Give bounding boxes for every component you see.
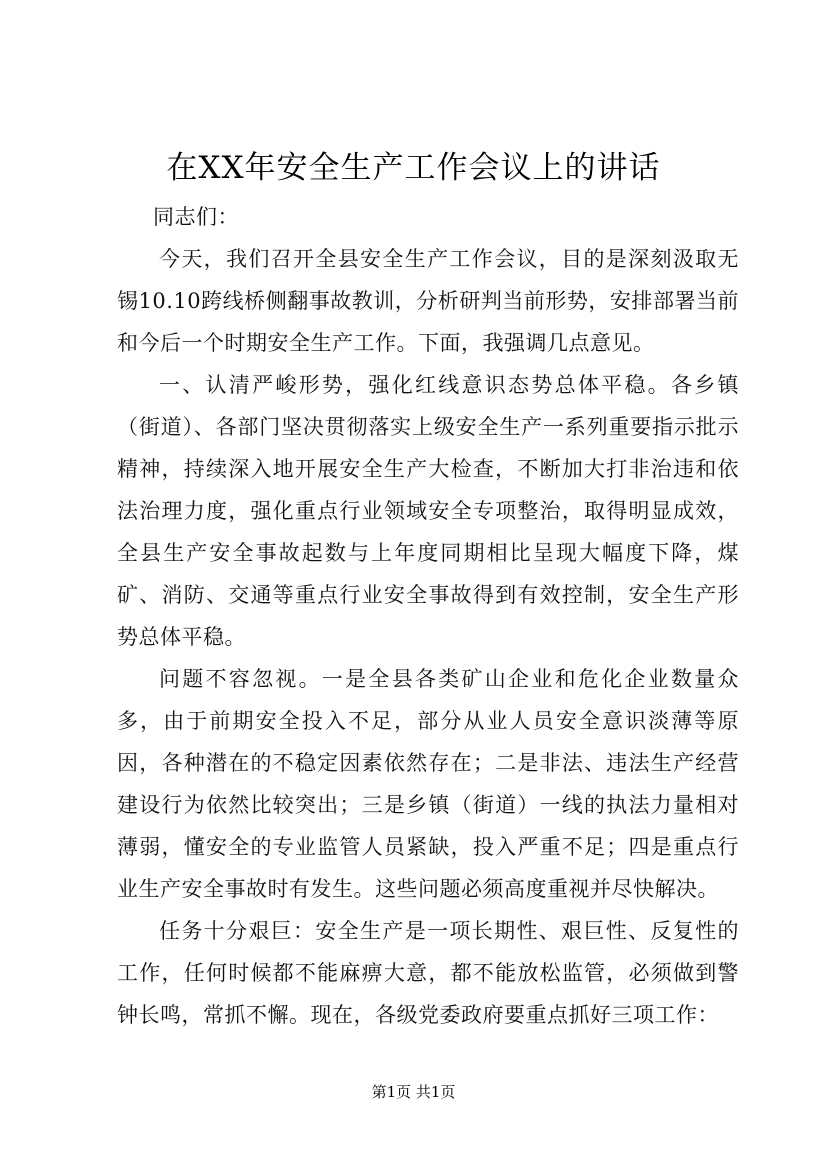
paragraph-tasks: 任务十分艰巨：安全生产是一项长期性、艰巨性、反复性的工作，任何时候都不能麻痹大意，都不能放松监管，必须做到警钟长鸣，常抓不懈。现在，各级党委政府要重点抓好三项工作：: [117, 919, 739, 1027]
salutation: 同志们：: [153, 205, 239, 229]
document-title: 在XX年安全生产工作会议上的讲话: [166, 150, 661, 186]
paragraph-intro: 今天，我们召开全县安全生产工作会议，目的是深刻汲取无锡10.10跨线桥侧翻事故教训，分析研判当前形势，安排部署当前和今后一个时期安全生产工作。下面，我强调几点意见。: [117, 247, 739, 355]
page-number-footer: 第1页 共1页: [371, 1083, 456, 1101]
paragraph-problems: 问题不容忽视。一是全县各类矿山企业和危化企业数量众多，由于前期安全投入不足，部分从业人员安全意识淡薄等原因，各种潜在的不稳定因素依然存在；二是非法、违法生产经营建设行为依然比较突出；三是乡镇（街道）一线的执法力量相对薄弱，懂安全的专业监管人员紧缺，投入严重不足；四是重点行业生产安全事故时有发生。这些问题必须高度重视并尽快解决。: [117, 667, 739, 901]
document-body: [117, 196, 739, 1036]
paragraph-situation: 一、认清严峻形势，强化红线意识态势总体平稳。各乡镇（街道）、各部门坚决贯彻落实上级安全生产一系列重要指示批示精神，持续深入地开展安全生产大检查，不断加大打非治违和依法治理力度，强化重点行业领域安全专项整治，取得明显成效，全县生产安全事故起数与上年度同期相比呈现大幅度下降，煤矿、消防、交通等重点行业安全事故得到有效控制，安全生产形势总体平稳。: [117, 373, 739, 649]
